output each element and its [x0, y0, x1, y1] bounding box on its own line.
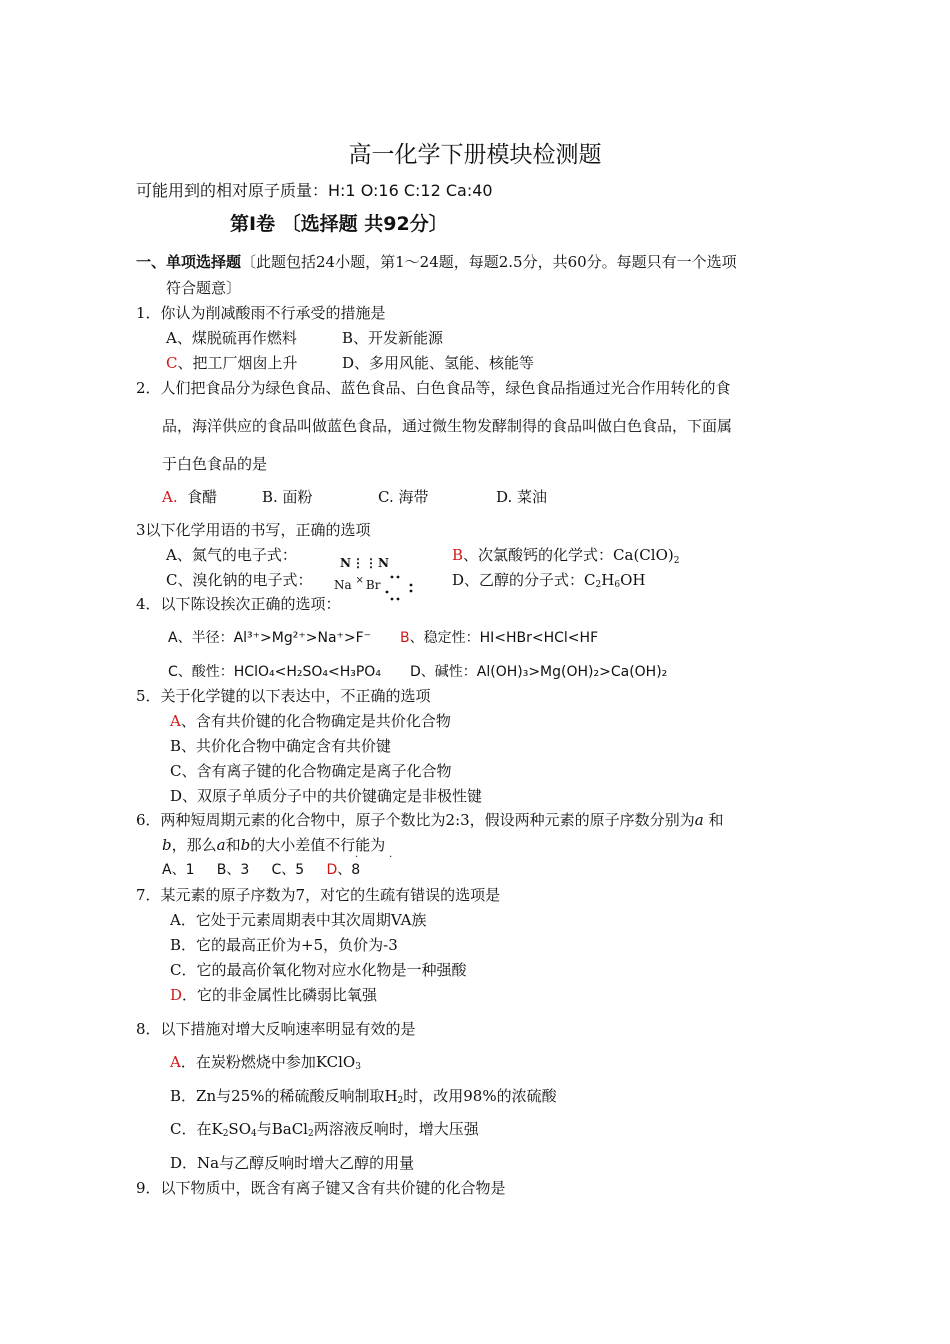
q8-c-sub-2: 4: [251, 1129, 257, 1139]
bromine-electron-dots-icon: [380, 572, 420, 604]
q3-option-c: C、溴化钠的电子式：: [166, 571, 313, 589]
q1-option-a: A、煤脱硫再作燃料: [166, 329, 297, 347]
emphasis-dot-1-icon: ·: [355, 852, 359, 863]
part-header: 第I卷 〔选择题 共92分〕: [230, 213, 448, 235]
q8-option-a-text: ．在炭粉燃烧中参加KClO: [180, 1053, 356, 1071]
q3-d-end: OH: [620, 571, 646, 589]
q6-then: ，那么: [171, 836, 217, 854]
q8-c-end: 两溶液反响时，增大压强: [313, 1120, 479, 1138]
q2-option-d: D. 菜油: [496, 488, 548, 506]
section-label: 一、单项选择题: [136, 253, 242, 271]
q6-line-1-text: 6．两种短周期元素的化合物中，原子个数比为2:3，假设两种元素的原子序数分别为: [136, 811, 695, 829]
q8-option-b-sub: 2: [397, 1096, 404, 1106]
q7-option-a: A．它处于元素周期表中其次周期VA族: [170, 911, 427, 929]
section-desc-2: 符合题意〕: [166, 279, 242, 297]
q6-options: [162, 859, 360, 879]
q8-c-sub-1: 2: [222, 1129, 229, 1139]
q3-option-b-sub: 2: [673, 556, 680, 566]
q5-option-b: B、共价化合物中确定含有共价键: [170, 737, 392, 755]
q8-option-a: [170, 1051, 361, 1072]
q3-option-b-text: 、次氯酸钙的化学式：Ca(ClO): [463, 546, 674, 564]
q5-option-a-text: 、含有共价键的化合物确定是共价化合物: [180, 712, 451, 730]
q8-c-sub-3: 2: [307, 1129, 314, 1139]
q2-answer-letter: A.: [162, 488, 178, 506]
q2-option-c: C. 海带: [378, 488, 429, 506]
q1-option-d: D、多用风能、氢能、核能等: [342, 354, 535, 372]
q4-option-b: [400, 627, 598, 647]
q1-stem: 1．你认为削减酸雨不行承受的措施是: [136, 304, 386, 322]
q4-option-b-text: 、稳定性：HI<HBr<HCl<HF: [409, 630, 599, 646]
q8-stem: 8．以下措施对增大反响速率明显有效的是: [136, 1020, 416, 1038]
q8-option-b-end: 时，改用98%的浓硫酸: [403, 1087, 557, 1105]
q2-line-1: 2．人们把食品分为绿色食品、蓝色食品、白色食品等，绿色食品指通过光合作用转化的食: [136, 379, 731, 397]
q7-stem: 7．某元素的原子序数为7，对它的生疏有错误的选项是: [136, 886, 501, 904]
section-desc-1: 〔此题包括24小题，第1～24题，每题2.5分，共60分。每题只有一个选项: [241, 253, 737, 271]
q6-line-2-end: 的大小差值不行能为: [250, 836, 386, 854]
q6-answer-letter: D: [326, 862, 338, 878]
q8-option-d: D．Na与乙醇反响时增大乙醇的用量: [170, 1154, 415, 1172]
q1-option-b: B、开发新能源: [342, 329, 444, 347]
q6-line-2: [162, 834, 385, 855]
q8-option-c-text: C．在K: [170, 1120, 223, 1138]
q3-option-d: [452, 569, 645, 590]
q1-option-c: [166, 352, 298, 373]
q5-option-a: [170, 710, 451, 731]
q4-option-d: D、碱性：Al(OH)₃>Mg(OH)₂>Ca(OH)₂: [410, 664, 668, 680]
q6-line-1: [136, 809, 723, 830]
q3-d-mid: H: [601, 571, 615, 589]
q7-answer-letter: D: [170, 986, 183, 1004]
q4-answer-letter: B: [400, 630, 410, 646]
q4-option-c: C、酸性：HClO₄<H₂SO₄<H₃PO₄: [168, 664, 381, 680]
q6-var-b-2: b: [240, 836, 251, 854]
q6-options-text: A、1 B、3 C、5: [162, 862, 305, 878]
q5-option-d: D、双原子单质分子中的共价键确定是非极性键: [170, 787, 483, 805]
q3-d-sub-1: 2: [595, 580, 602, 590]
q3-stem: 3以下化学用语的书写，正确的选项: [136, 521, 371, 539]
q3-d-sub-2: 6: [614, 580, 621, 590]
q4-option-a: A、半径：Al³⁺>Mg²⁺>Na⁺>F⁻: [168, 630, 372, 646]
q3-option-b: [452, 544, 679, 566]
q6-var-b: b: [162, 836, 172, 854]
atomic-mass-line: 可能用到的相对原子质量：H:1 O:16 C:12 Ca:40: [136, 181, 493, 200]
q2-option-a: [162, 486, 217, 507]
br-symbol: Br: [365, 578, 381, 592]
q6-var-a: a: [694, 811, 704, 829]
q9-stem: 9．以下物质中，既含有离子键又含有共价键的化合物是: [136, 1179, 506, 1197]
q2-option-a-text: 食醋: [187, 488, 218, 506]
q3-option-d-text: D、乙醇的分子式：C: [452, 571, 596, 589]
q7-option-b: B．它的最高正价为+5，负价为-3: [170, 936, 398, 954]
q8-answer-letter: A: [170, 1053, 181, 1071]
q2-line-2: 品，海洋供应的食品叫做蓝色食品，通过微生物发酵制得的食品叫做白色食品，下面属: [162, 417, 733, 435]
q8-option-c: [170, 1118, 479, 1139]
q5-option-c: C、含有离子键的化合物确定是离子化合物: [170, 762, 452, 780]
section-header: [136, 251, 737, 272]
q6-option-d-text: 、8: [337, 862, 361, 878]
q7-option-c: C．它的最高价氧化物对应水化物是一种强酸: [170, 961, 467, 979]
page-title: 高一化学下册模块检测题: [348, 142, 602, 168]
q1-option-c-text: 、把工厂烟囱上升: [177, 354, 298, 372]
electron-cross-icon: ×: [355, 575, 364, 586]
q6-and-2: 和: [225, 836, 241, 854]
q3-option-a: A、氮气的电子式：: [166, 546, 297, 564]
q4-stem: 4．以下陈设挨次正确的选项：: [136, 595, 341, 613]
q8-option-a-sub: 3: [355, 1062, 361, 1072]
q6-and: 和: [708, 811, 724, 829]
q8-option-b-text: B．Zn与25%的稀硫酸反响制取H: [170, 1087, 398, 1105]
emphasis-dot-2-icon: ·: [389, 852, 393, 863]
q6-var-a-2: a: [216, 836, 226, 854]
q5-answer-letter: A: [170, 712, 181, 730]
q8-c-mid-2: 与BaCl: [256, 1120, 308, 1138]
q5-stem: 5．关于化学键的以下表达中，不正确的选项: [136, 687, 431, 705]
q8-option-b: [170, 1085, 557, 1106]
q7-option-d-text: ．它的非金属性比磷弱比氧强: [182, 986, 378, 1004]
q8-c-mid: SO: [228, 1120, 251, 1138]
q2-option-b: B. 面粉: [262, 488, 313, 506]
q7-option-d: [170, 984, 377, 1005]
q3-answer-letter: B: [452, 546, 464, 564]
nitrogen-electron-formula: N⋮⋮N: [340, 556, 390, 570]
sodium-bromide-electron-formula: [334, 575, 382, 592]
na-symbol: Na: [334, 578, 352, 592]
q1-answer-letter: C: [166, 354, 178, 372]
q2-line-3: 于白色食品的是: [162, 455, 268, 473]
